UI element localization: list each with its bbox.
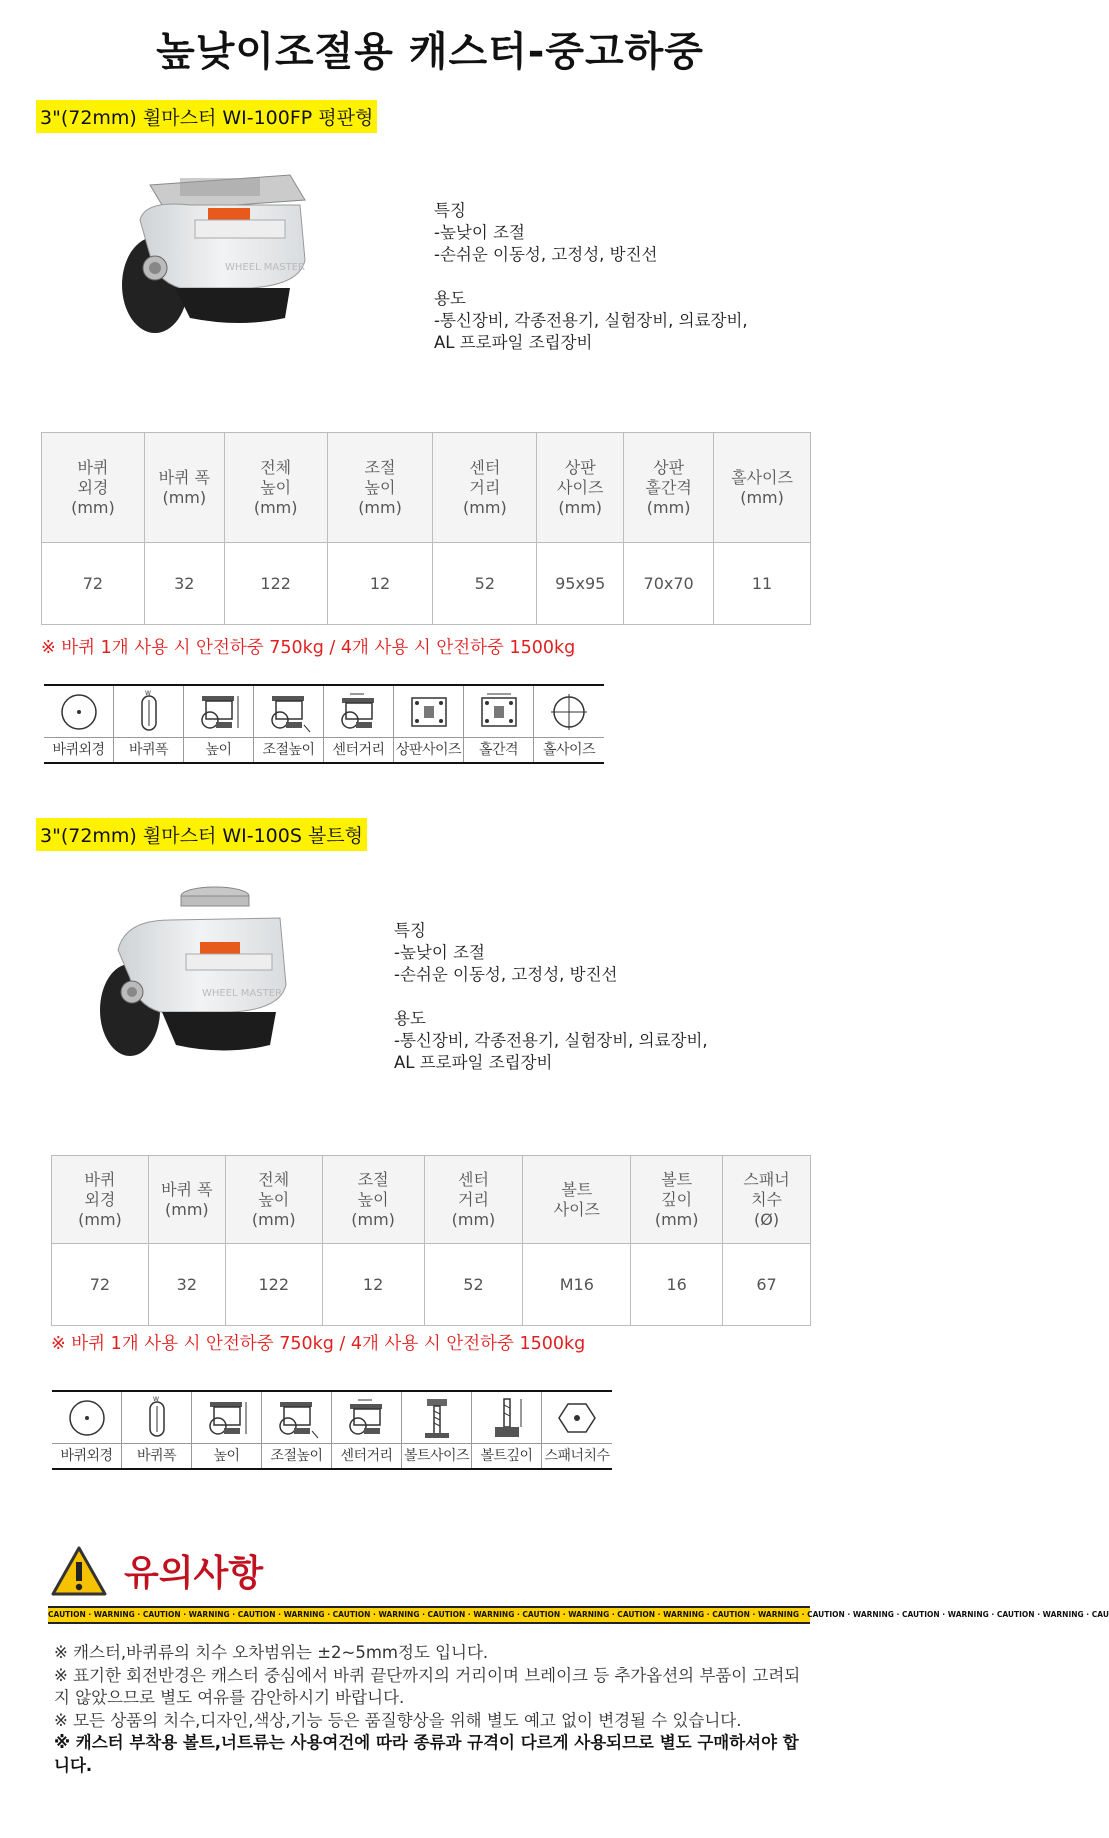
table-header: 조절 높이 (mm) xyxy=(322,1156,424,1244)
adjust-height-icon xyxy=(272,1396,322,1440)
table-header: 센터 거리 (mm) xyxy=(433,433,537,543)
bolt-size-icon xyxy=(417,1395,457,1441)
hole-size-icon xyxy=(549,692,589,732)
icon-cell xyxy=(262,1392,332,1468)
table-header: 바퀴 폭 (mm) xyxy=(148,1156,225,1244)
table-cell: 16 xyxy=(631,1244,723,1326)
table-header: 홀사이즈 (mm) xyxy=(714,433,811,543)
usage-item: AL 프로파일 조립장비 xyxy=(394,1053,553,1072)
section-2-heading: 3"(72mm) 휠마스터 WI-100S 볼트형 xyxy=(36,818,367,851)
dimension-icon-row-2 xyxy=(52,1390,612,1470)
features-label: 특징 xyxy=(434,201,466,220)
table-header: 바퀴 외경 (mm) xyxy=(42,433,145,543)
icon-label: 바퀴외경 xyxy=(60,1448,113,1464)
icon-cell xyxy=(402,1392,472,1468)
wheel-width-icon xyxy=(129,690,169,734)
wheel-width-icon xyxy=(137,1396,177,1440)
icon-cell xyxy=(464,686,534,762)
icon-cell xyxy=(394,686,464,762)
wheel-diameter-icon xyxy=(59,692,99,732)
feature-item: -높낮이 조절 xyxy=(394,943,485,962)
height-icon xyxy=(202,1396,252,1440)
usage-label: 용도 xyxy=(394,1009,426,1028)
table-header: 전체 높이 (mm) xyxy=(225,1156,322,1244)
dimension-icon-row-1 xyxy=(44,684,604,764)
bolt-depth-icon xyxy=(487,1395,527,1441)
adjust-height-icon xyxy=(264,690,314,734)
feature-item: -높낮이 조절 xyxy=(434,223,525,242)
spanner-size-icon xyxy=(557,1398,597,1438)
caution-title: 유의사항 xyxy=(124,1553,264,1594)
icon-label: 스패너치수 xyxy=(544,1448,610,1464)
center-distance-icon xyxy=(342,1396,392,1440)
icon-cell xyxy=(254,686,324,762)
table-header: 상판 사이즈 (mm) xyxy=(537,433,624,543)
icon-cell xyxy=(542,1392,612,1468)
caution-tape: CAUTION · WARNING · CAUTION · WARNING · CAUTION · WARNING · CAUTION · WARNING · CAUTION · WARNING · CAUTION · WARNING · CAUTION · WARNING · CAUTION · WARNING · CAUTION · WARNING · CAUTION · WARNING · CAUTION · WARNING · CAU xyxy=(48,1606,810,1624)
icon-label: 센터거리 xyxy=(340,1448,393,1464)
feature-item: -손쉬운 이동성, 고정성, 방진선 xyxy=(434,245,658,264)
table-row xyxy=(42,543,811,625)
table-header: 볼트 사이즈 xyxy=(523,1156,631,1244)
table-row xyxy=(52,1244,811,1326)
usage-item: -통신장비, 각종전용기, 실험장비, 의료장비, xyxy=(394,1031,708,1050)
svg-text:W: W xyxy=(152,1395,159,1403)
hole-spacing-icon xyxy=(474,690,524,734)
wheel-diameter-icon xyxy=(67,1398,107,1438)
table-header: 전체 높이 (mm) xyxy=(224,433,327,543)
svg-text:W: W xyxy=(144,689,151,697)
svg-text:WHEEL MASTER: WHEEL MASTER xyxy=(225,262,305,273)
icon-label: 상판사이즈 xyxy=(395,742,462,758)
table-cell: 12 xyxy=(327,543,433,625)
icon-label: 바퀴폭 xyxy=(128,742,169,758)
spec-table-1 xyxy=(41,432,811,625)
table-header: 볼트 깊이 (mm) xyxy=(631,1156,723,1244)
table-cell: 95x95 xyxy=(537,543,624,625)
icon-label: 홀간격 xyxy=(478,742,519,758)
icon-label: 볼트깊이 xyxy=(480,1448,533,1464)
center-distance-icon xyxy=(334,690,384,734)
icon-cell xyxy=(114,686,184,762)
caster-image-bolt xyxy=(90,870,310,1094)
load-note-1: ※ 바퀴 1개 사용 시 안전하중 750kg / 4개 사용 시 안전하중 1500kg xyxy=(41,638,576,658)
icon-label: 바퀴폭 xyxy=(136,1448,177,1464)
section-1-heading: 3"(72mm) 휠마스터 WI-100FP 평판형 xyxy=(36,100,377,133)
caution-note-bold: ※ 캐스터 부착용 볼트,너트류는 사용여건에 따라 종류과 규격이 다르게 사용되므로 별도 구매하셔야 합니다. xyxy=(54,1733,799,1775)
table-cell: 52 xyxy=(424,1244,523,1326)
table-cell: 12 xyxy=(322,1244,424,1326)
table-header: 바퀴 외경 (mm) xyxy=(52,1156,149,1244)
section-2-features xyxy=(394,920,708,1074)
icon-cell xyxy=(192,1392,262,1468)
table-cell: 72 xyxy=(42,543,145,625)
table-header: 스패너 치수 (Ø) xyxy=(723,1156,811,1244)
table-header: 조절 높이 (mm) xyxy=(327,433,433,543)
icon-label: 홀사이즈 xyxy=(542,742,596,758)
icon-cell xyxy=(324,686,394,762)
table-cell: 70x70 xyxy=(624,543,714,625)
caster-image-plate xyxy=(100,160,320,364)
icon-label: 높이 xyxy=(205,742,232,758)
usage-item: AL 프로파일 조립장비 xyxy=(434,333,593,352)
table-cell: 122 xyxy=(225,1244,322,1326)
caution-note: ※ 모든 상품의 치수,디자인,색상,기능 등은 품질향상을 위해 별도 예고 없이 변경될 수 있습니다. xyxy=(54,1710,742,1730)
icon-cell xyxy=(122,1392,192,1468)
table-header-row xyxy=(42,433,811,543)
icon-cell xyxy=(52,1392,122,1468)
table-cell: M16 xyxy=(523,1244,631,1326)
table-header: 바퀴 폭 (mm) xyxy=(144,433,224,543)
icon-label: 볼트사이즈 xyxy=(403,1448,470,1464)
table-cell: 67 xyxy=(723,1244,811,1326)
icon-label: 조절높이 xyxy=(262,742,315,758)
icon-label: 조절높이 xyxy=(270,1448,323,1464)
icon-label: 높이 xyxy=(213,1448,240,1464)
warning-icon xyxy=(50,1545,108,1597)
table-cell: 11 xyxy=(714,543,811,625)
table-header-row xyxy=(52,1156,811,1244)
usage-label: 용도 xyxy=(434,289,466,308)
feature-item: -손쉬운 이동성, 고정성, 방진선 xyxy=(394,965,618,984)
height-icon xyxy=(194,690,244,734)
section-1-features xyxy=(434,200,748,354)
table-cell: 122 xyxy=(224,543,327,625)
table-cell: 72 xyxy=(52,1244,149,1326)
table-cell: 52 xyxy=(433,543,537,625)
load-note-2: ※ 바퀴 1개 사용 시 안전하중 750kg / 4개 사용 시 안전하중 1500kg xyxy=(51,1334,586,1354)
icon-cell xyxy=(44,686,114,762)
caution-note: ※ 표기한 회전반경은 캐스터 중심에서 바퀴 끝단까지의 거리이며 브레이크 등 추가옵션의 부품이 고려되지 않았으므로 별도 여유를 감안하시기 바랍니다. xyxy=(54,1665,801,1707)
icon-label: 센터거리 xyxy=(332,742,385,758)
spec-table-2 xyxy=(51,1155,811,1326)
icon-label: 바퀴외경 xyxy=(52,742,105,758)
page-title: 높낮이조절용 캐스터-중고하중 xyxy=(156,29,704,75)
caution-note: ※ 캐스터,바퀴류의 치수 오차범위는 ±2~5mm정도 입니다. xyxy=(54,1643,489,1662)
table-header: 센터 거리 (mm) xyxy=(424,1156,523,1244)
svg-text:WHEEL MASTER: WHEEL MASTER xyxy=(202,988,282,999)
icon-cell xyxy=(332,1392,402,1468)
usage-item: -통신장비, 각종전용기, 실험장비, 의료장비, xyxy=(434,311,748,330)
table-header: 상판 홀간격 (mm) xyxy=(624,433,714,543)
table-cell: 32 xyxy=(148,1244,225,1326)
features-label: 특징 xyxy=(394,921,426,940)
table-cell: 32 xyxy=(144,543,224,625)
icon-cell xyxy=(534,686,604,762)
plate-size-icon xyxy=(404,690,454,734)
icon-cell xyxy=(472,1392,542,1468)
caution-notes xyxy=(54,1642,814,1777)
icon-cell xyxy=(184,686,254,762)
